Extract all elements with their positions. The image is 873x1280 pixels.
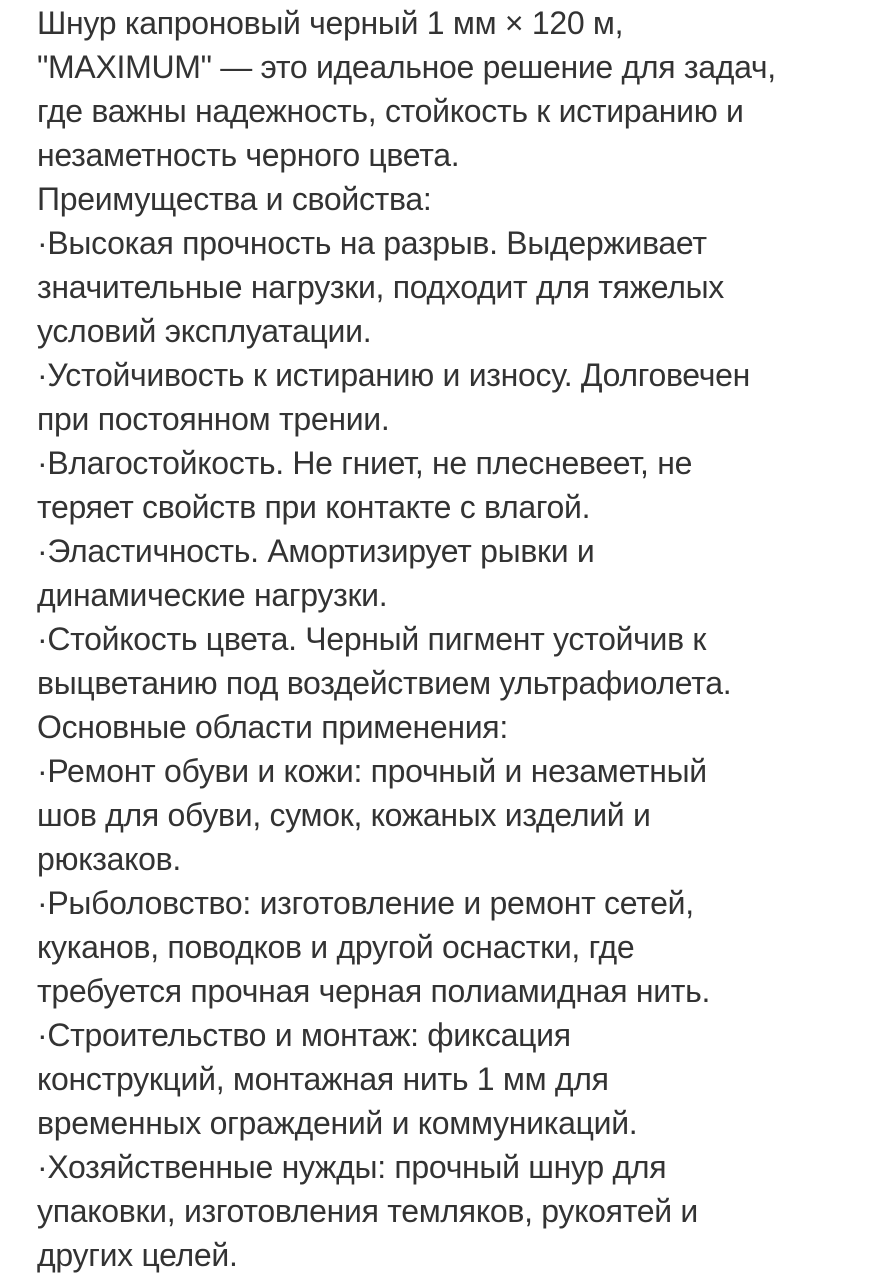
text-line: где важны надежность, стойкость к истиранию и [37,93,744,129]
text-line: динамические нагрузки. [37,577,388,613]
text-line: ·Влагостойкость. Не гниет, не плесневеет, не [37,445,693,481]
text-line: теряет свойств при контакте с влагой. [37,489,591,525]
text-line: выцветанию под воздействием ультрафиолета. [37,665,732,701]
text-line: других целей. [37,1237,238,1273]
text-line: ·Устойчивость к истиранию и износу. Долговечен [37,357,750,393]
text-line: конструкций, монтажная нить 1 мм для [37,1061,609,1097]
text-line: ·Строительство и монтаж: фиксация [37,1017,571,1053]
text-line: упаковки, изготовления темляков, рукоятей и [37,1193,698,1229]
text-line: ·Высокая прочность на разрыв. Выдерживает [37,225,707,261]
text-line: "MAXIMUM" — это идеальное решение для задач, [37,49,776,85]
text-line: незаметность черного цвета. [37,137,460,173]
section-heading-applications: Основные области применения: [37,709,508,745]
text-line: Шнур капроновый черный 1 мм × 120 м, [37,5,624,41]
text-line: значительные нагрузки, подходит для тяжелых [37,269,725,305]
text-line: условий эксплуатации. [37,313,372,349]
text-line: ·Ремонт обуви и кожи: прочный и незаметный [37,753,707,789]
text-line: временных ограждений и коммуникаций. [37,1105,638,1141]
text-line: ·Стойкость цвета. Черный пигмент устойчив к [37,621,707,657]
text-line: требуется прочная черная полиамидная нить. [37,973,711,1009]
text-line: куканов, поводков и другой оснастки, где [37,929,635,965]
text-line: ·Эластичность. Амортизирует рывки и [37,533,595,569]
text-line: ·Хозяйственные нужды: прочный шнур для [37,1149,667,1185]
text-line: при постоянном трении. [37,401,390,437]
section-heading-advantages: Преимущества и свойства: [37,181,432,217]
text-line: рюкзаков. [37,841,181,877]
text-line: шов для обуви, сумок, кожаных изделий и [37,797,651,833]
text-line: ·Рыболовство: изготовление и ремонт сетей, [37,885,694,921]
